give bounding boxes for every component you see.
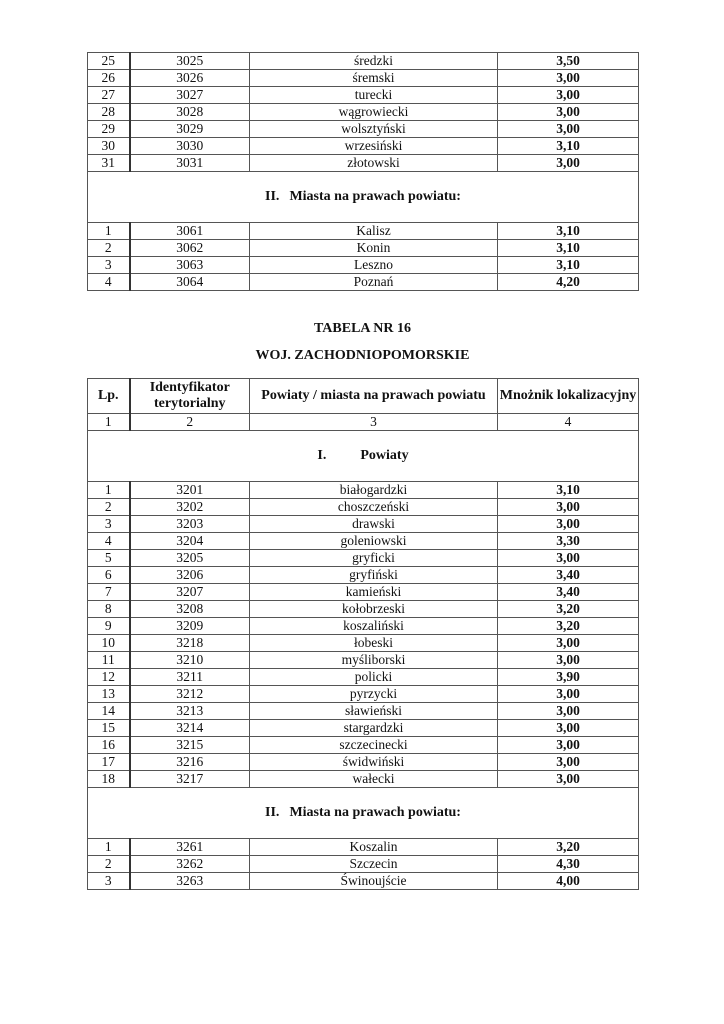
row-name: wałecki xyxy=(250,771,498,788)
table-row xyxy=(88,87,639,104)
row-name: goleniowski xyxy=(250,533,498,550)
row-identyfikator: 3262 xyxy=(130,856,250,873)
row-lp: 12 xyxy=(88,669,130,686)
row-lp: 3 xyxy=(88,516,130,533)
header-powiaty: Powiaty / miasta na prawach powiatu xyxy=(250,379,498,414)
row-name: łobeski xyxy=(250,635,498,652)
row-lp: 25 xyxy=(88,53,130,70)
section-label: Powiaty xyxy=(360,448,409,463)
header-lp: Lp. xyxy=(88,379,130,414)
row-mnoznik: 3,20 xyxy=(498,618,639,635)
row-name: myśliborski xyxy=(250,652,498,669)
table-row xyxy=(88,686,639,703)
row-identyfikator: 3201 xyxy=(130,482,250,499)
table-row xyxy=(88,533,639,550)
row-lp: 29 xyxy=(88,121,130,138)
powiaty-rows xyxy=(88,53,639,172)
row-mnoznik: 3,30 xyxy=(498,533,639,550)
row-mnoznik: 3,00 xyxy=(498,70,639,87)
table-row xyxy=(88,138,639,155)
row-lp: 4 xyxy=(88,533,130,550)
table-row xyxy=(88,70,639,87)
row-name: gryficki xyxy=(250,550,498,567)
section-number: II. xyxy=(265,805,280,820)
row-lp: 1 xyxy=(88,839,130,856)
row-identyfikator: 3217 xyxy=(130,771,250,788)
row-identyfikator: 3216 xyxy=(130,754,250,771)
row-mnoznik: 4,20 xyxy=(498,274,639,291)
row-mnoznik: 3,10 xyxy=(498,482,639,499)
row-mnoznik: 3,00 xyxy=(498,703,639,720)
row-identyfikator: 3029 xyxy=(130,121,250,138)
row-identyfikator: 3206 xyxy=(130,567,250,584)
row-mnoznik: 3,00 xyxy=(498,155,639,172)
row-identyfikator: 3205 xyxy=(130,550,250,567)
row-mnoznik: 3,00 xyxy=(498,720,639,737)
row-lp: 28 xyxy=(88,104,130,121)
row-name: turecki xyxy=(250,87,498,104)
row-name: Leszno xyxy=(250,257,498,274)
miasta-rows xyxy=(88,223,639,291)
row-mnoznik: 3,00 xyxy=(498,516,639,533)
row-name: średzki xyxy=(250,53,498,70)
table-row xyxy=(88,771,639,788)
table-row xyxy=(88,618,639,635)
row-name: choszczeński xyxy=(250,499,498,516)
table-row xyxy=(88,669,639,686)
table-row xyxy=(88,635,639,652)
table-row xyxy=(88,516,639,533)
row-lp: 16 xyxy=(88,737,130,754)
row-name: sławieński xyxy=(250,703,498,720)
row-mnoznik: 3,00 xyxy=(498,499,639,516)
table-row xyxy=(88,155,639,172)
table-row xyxy=(88,104,639,121)
row-name: Świnoujście xyxy=(250,873,498,890)
row-lp: 9 xyxy=(88,618,130,635)
row-mnoznik: 3,40 xyxy=(498,584,639,601)
row-lp: 27 xyxy=(88,87,130,104)
row-name: śremski xyxy=(250,70,498,87)
row-identyfikator: 3202 xyxy=(130,499,250,516)
section-label: Miasta na prawach powiatu: xyxy=(289,189,461,204)
row-lp: 1 xyxy=(88,482,130,499)
row-mnoznik: 3,00 xyxy=(498,652,639,669)
row-mnoznik: 3,00 xyxy=(498,771,639,788)
table-row xyxy=(88,720,639,737)
row-mnoznik: 3,10 xyxy=(498,240,639,257)
row-identyfikator: 3204 xyxy=(130,533,250,550)
section-label: Miasta na prawach powiatu: xyxy=(289,805,461,820)
row-name: wągrowiecki xyxy=(250,104,498,121)
table-row xyxy=(88,223,639,240)
table-row xyxy=(88,601,639,618)
table-row xyxy=(88,240,639,257)
row-mnoznik: 4,00 xyxy=(498,873,639,890)
row-lp: 3 xyxy=(88,873,130,890)
row-lp: 3 xyxy=(88,257,130,274)
row-name: pyrzycki xyxy=(250,686,498,703)
row-name: złotowski xyxy=(250,155,498,172)
row-mnoznik: 3,00 xyxy=(498,635,639,652)
row-lp: 14 xyxy=(88,703,130,720)
row-identyfikator: 3203 xyxy=(130,516,250,533)
row-name: białogardzki xyxy=(250,482,498,499)
table-row xyxy=(88,53,639,70)
row-identyfikator: 3027 xyxy=(130,87,250,104)
powiaty-rows xyxy=(88,482,639,788)
row-mnoznik: 3,20 xyxy=(498,601,639,618)
table-row xyxy=(88,499,639,516)
table-row xyxy=(88,274,639,291)
row-name: Konin xyxy=(250,240,498,257)
row-identyfikator: 3209 xyxy=(130,618,250,635)
row-identyfikator: 3210 xyxy=(130,652,250,669)
section-number: II. xyxy=(265,189,280,204)
row-mnoznik: 3,20 xyxy=(498,839,639,856)
row-mnoznik: 3,00 xyxy=(498,686,639,703)
row-name: kamieński xyxy=(250,584,498,601)
row-lp: 15 xyxy=(88,720,130,737)
table-row xyxy=(88,567,639,584)
table-row xyxy=(88,257,639,274)
row-lp: 1 xyxy=(88,223,130,240)
row-identyfikator: 3213 xyxy=(130,703,250,720)
row-lp: 13 xyxy=(88,686,130,703)
row-lp: 11 xyxy=(88,652,130,669)
row-identyfikator: 3214 xyxy=(130,720,250,737)
row-identyfikator: 3261 xyxy=(130,839,250,856)
section-header-powiaty xyxy=(88,431,639,482)
row-identyfikator: 3218 xyxy=(130,635,250,652)
table-row xyxy=(88,584,639,601)
column-number: 4 xyxy=(498,414,639,431)
row-identyfikator: 3263 xyxy=(130,873,250,890)
row-mnoznik: 3,50 xyxy=(498,53,639,70)
row-identyfikator: 3031 xyxy=(130,155,250,172)
row-name: gryfiński xyxy=(250,567,498,584)
column-number-row xyxy=(88,414,639,431)
row-name: stargardzki xyxy=(250,720,498,737)
table-16 xyxy=(87,378,639,890)
row-name: koszaliński xyxy=(250,618,498,635)
row-lp: 10 xyxy=(88,635,130,652)
row-mnoznik: 4,30 xyxy=(498,856,639,873)
row-mnoznik: 3,00 xyxy=(498,754,639,771)
table-15-continued xyxy=(87,52,639,291)
row-lp: 2 xyxy=(88,499,130,516)
row-name: Kalisz xyxy=(250,223,498,240)
column-number: 2 xyxy=(130,414,250,431)
row-mnoznik: 3,00 xyxy=(498,550,639,567)
row-mnoznik: 3,10 xyxy=(498,257,639,274)
row-mnoznik: 3,00 xyxy=(498,104,639,121)
row-name: Poznań xyxy=(250,274,498,291)
row-name: policki xyxy=(250,669,498,686)
row-lp: 8 xyxy=(88,601,130,618)
section-header-miasta xyxy=(88,788,639,839)
table-row xyxy=(88,856,639,873)
row-lp: 4 xyxy=(88,274,130,291)
row-name: wolsztyński xyxy=(250,121,498,138)
header-mnoznik: Mnożnik lokalizacyjny xyxy=(498,379,639,414)
row-lp: 26 xyxy=(88,70,130,87)
row-identyfikator: 3026 xyxy=(130,70,250,87)
row-mnoznik: 3,40 xyxy=(498,567,639,584)
row-lp: 6 xyxy=(88,567,130,584)
row-lp: 7 xyxy=(88,584,130,601)
row-lp: 2 xyxy=(88,240,130,257)
section-header-miasta xyxy=(88,172,639,223)
table-row xyxy=(88,737,639,754)
row-name: wrzesiński xyxy=(250,138,498,155)
row-name: Szczecin xyxy=(250,856,498,873)
row-mnoznik: 3,90 xyxy=(498,669,639,686)
table-row xyxy=(88,839,639,856)
row-identyfikator: 3028 xyxy=(130,104,250,121)
row-mnoznik: 3,00 xyxy=(498,737,639,754)
section-number: I. xyxy=(317,448,327,463)
table-row xyxy=(88,652,639,669)
row-identyfikator: 3025 xyxy=(130,53,250,70)
row-identyfikator: 3063 xyxy=(130,257,250,274)
row-name: kołobrzeski xyxy=(250,601,498,618)
row-mnoznik: 3,10 xyxy=(498,138,639,155)
row-identyfikator: 3061 xyxy=(130,223,250,240)
row-lp: 31 xyxy=(88,155,130,172)
table-row xyxy=(88,754,639,771)
row-name: drawski xyxy=(250,516,498,533)
row-identyfikator: 3211 xyxy=(130,669,250,686)
row-name: szczecinecki xyxy=(250,737,498,754)
row-name: Koszalin xyxy=(250,839,498,856)
row-identyfikator: 3064 xyxy=(130,274,250,291)
row-identyfikator: 3212 xyxy=(130,686,250,703)
table-row xyxy=(88,703,639,720)
table-row xyxy=(88,121,639,138)
row-lp: 18 xyxy=(88,771,130,788)
row-identyfikator: 3030 xyxy=(130,138,250,155)
table-title: TABELA NR 16 xyxy=(314,321,411,336)
row-lp: 30 xyxy=(88,138,130,155)
column-number: 3 xyxy=(250,414,498,431)
row-mnoznik: 3,10 xyxy=(498,223,639,240)
row-lp: 2 xyxy=(88,856,130,873)
row-identyfikator: 3208 xyxy=(130,601,250,618)
row-name: świdwiński xyxy=(250,754,498,771)
row-mnoznik: 3,00 xyxy=(498,121,639,138)
row-identyfikator: 3062 xyxy=(130,240,250,257)
header-identyfikator: Identyfikator terytorialny xyxy=(130,379,250,414)
header-row xyxy=(88,379,639,414)
row-lp: 17 xyxy=(88,754,130,771)
table-row xyxy=(88,550,639,567)
row-identyfikator: 3215 xyxy=(130,737,250,754)
row-lp: 5 xyxy=(88,550,130,567)
table-subtitle: WOJ. ZACHODNIOPOMORSKIE xyxy=(255,348,470,363)
miasta-rows xyxy=(88,839,639,890)
row-mnoznik: 3,00 xyxy=(498,87,639,104)
row-identyfikator: 3207 xyxy=(130,584,250,601)
column-number: 1 xyxy=(88,414,130,431)
table-row xyxy=(88,482,639,499)
table-row xyxy=(88,873,639,890)
